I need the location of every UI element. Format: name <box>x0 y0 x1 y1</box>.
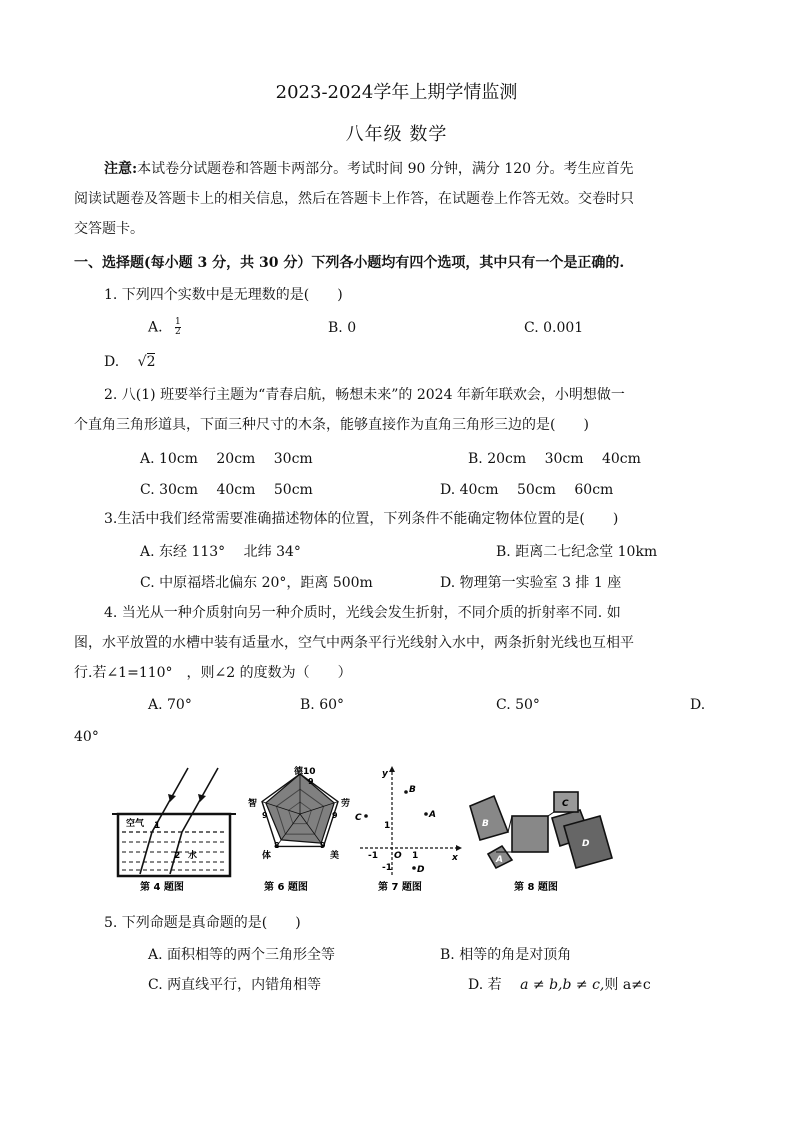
point-A <box>424 812 428 816</box>
q3-option-c: C. 中原福塔北偏东 20°，距离 500m <box>140 575 373 591</box>
figure-8-caption: 第 8 题图 <box>514 882 558 893</box>
q3-stem: 3.生活中我们经常需要准确描述物体的位置，下列条件不能确定物体位置的是( ) <box>104 511 619 527</box>
radar-label-bottom-left: 体 <box>262 851 272 861</box>
q2-option-b: B. 20cm 30cm 40cm <box>468 451 641 467</box>
radar-label-top: 德 <box>294 767 304 777</box>
figure-4-water-trough <box>110 762 242 894</box>
q5-option-d-math: a ≠ b,b ≠ c, <box>520 977 605 993</box>
square-A-label: A <box>496 855 503 865</box>
q4-option-d-value: 40° <box>74 729 99 745</box>
q4-line-2: 图，水平放置的水槽中装有适量水，空气中两条平行光线射入水中，两条折射光线也互相平 <box>74 635 634 651</box>
q2-option-a: A. 10cm 20cm 30cm <box>140 451 313 467</box>
q1-stem: 1. 下列四个实数中是无理数的是( ) <box>104 287 343 303</box>
q1-option-c: C. 0.001 <box>524 320 584 336</box>
radar-tick-top: 10 <box>303 767 316 777</box>
q2-line-1: 2. 八(1) 班要举行主题为“青春启航，畅想未来”的 2024 年新年联欢会，小明想做一 <box>104 387 625 403</box>
q3-option-b: B. 距离二七纪念堂 10km <box>496 544 658 560</box>
q4-option-b: B. 60° <box>300 697 345 713</box>
notice-line-3: 交答题卡。 <box>74 221 144 237</box>
q2-line-2: 个直角三角形道具，下面三种尺寸的木条，能够直接作为直角三角形三边的是( ) <box>74 417 589 433</box>
q5-option-a: A. 面积相等的两个三角形全等 <box>148 947 336 963</box>
tick-y-neg-1: -1 <box>382 863 392 873</box>
figure-4-caption: 第 4 题图 <box>140 882 184 893</box>
notice-text-1: 本试卷分试题卷和答题卡两部分。考试时间 90 分钟，满分 120 分。考生应首先 <box>137 161 634 177</box>
radar-tick-upper: 9 <box>308 777 314 786</box>
point-C-label: C <box>355 813 362 823</box>
square-B <box>470 796 508 840</box>
tick-y-1: 1 <box>384 821 391 831</box>
q4-option-c: C. 50° <box>496 697 540 713</box>
figure-6-caption: 第 6 题图 <box>264 882 308 893</box>
q4-line-3: 行.若∠1=110° ，则∠2 的度数为（ ） <box>74 665 352 681</box>
point-D <box>412 866 416 870</box>
point-B-label: B <box>409 785 416 795</box>
radar-tick-left: 9 <box>262 811 268 820</box>
q5-stem: 5. 下列命题是真命题的是( ) <box>104 915 301 931</box>
q3-option-a: A. 东经 113° 北纬 34° <box>140 544 301 560</box>
notice-line-1 <box>104 158 634 178</box>
y-axis-arrow-icon <box>389 766 395 772</box>
q5-option-c: C. 两直线平行，内错角相等 <box>148 977 322 993</box>
triangle-edge <box>548 812 554 816</box>
point-A-label: A <box>429 810 436 820</box>
sqrt-icon: √ <box>137 354 147 370</box>
section-1-heading: 一、选择题(每小题 3 分，共 30 分）下列各小题均有四个选项，其中只有一个是正确的. <box>74 255 625 271</box>
label-angle-1: 1 <box>154 821 161 831</box>
label-air: 空气 <box>126 819 145 829</box>
q1-fraction: $\frac{1}{2}$ <box>175 317 181 337</box>
center-square <box>512 816 548 852</box>
q3-option-d: D. 物理第一实验室 3 排 1 座 <box>440 575 622 591</box>
x-axis-label: x <box>452 853 458 863</box>
point-C <box>364 814 368 818</box>
figure-8-square-diagram <box>464 762 620 894</box>
radar-tick-bottom-right: 9 <box>320 841 326 850</box>
y-axis-label: y <box>382 769 388 779</box>
radar-label-right: 劳 <box>341 799 351 809</box>
q2-option-c: C. 30cm 40cm 50cm <box>140 482 313 498</box>
q1-option-d: D. √2 <box>104 354 156 370</box>
notice-line-2: 阅读试题卷及答题卡上的相关信息，然后在答题卡上作答，在试题卷上作答无效。交卷时只 <box>74 191 634 207</box>
label-angle-2: 2 <box>174 851 181 861</box>
notice-label: 注意: <box>104 161 138 177</box>
exam-subtitle: 八年级 数学 <box>345 124 448 145</box>
q1-option-a: A. $\frac{1}{2}$ <box>148 317 181 337</box>
label-water: 水 <box>188 851 198 861</box>
origin-label: O <box>394 851 402 861</box>
exam-title: 2023-2024学年上期学情监测 <box>275 82 518 103</box>
q4-option-d: D. <box>690 697 706 713</box>
q2-option-d: D. 40cm 50cm 60cm <box>440 482 614 498</box>
radar-tick-right: 9 <box>332 811 338 820</box>
q1-option-b: B. 0 <box>328 320 357 336</box>
q5-option-d: D. 若 a ≠ b,b ≠ c,则 a≠c <box>468 977 651 993</box>
x-axis-arrow-icon <box>456 845 462 851</box>
tick-x-1: 1 <box>412 851 419 861</box>
radar-label-bottom-right: 美 <box>330 851 340 861</box>
point-D-label: D <box>417 865 425 875</box>
q5-option-b: B. 相等的角是对顶角 <box>440 947 572 963</box>
figure-6-radar-chart <box>248 762 352 894</box>
square-B-label: B <box>482 819 489 829</box>
figure-7-coordinate-plane <box>354 762 464 894</box>
square-D-label: D <box>582 839 590 849</box>
figure-7-caption: 第 7 题图 <box>378 882 422 893</box>
tick-x-neg-1: -1 <box>368 851 378 861</box>
radar-tick-bottom-left: 8 <box>274 841 280 850</box>
radar-label-left: 智 <box>248 799 258 809</box>
q4-option-a: A. 70° <box>148 697 192 713</box>
square-C-label: C <box>562 799 569 809</box>
q4-line-1: 4. 当光从一种介质射向另一种介质时，光线会发生折射，不同介质的折射率不同. 如 <box>104 605 621 621</box>
point-B <box>404 790 408 794</box>
